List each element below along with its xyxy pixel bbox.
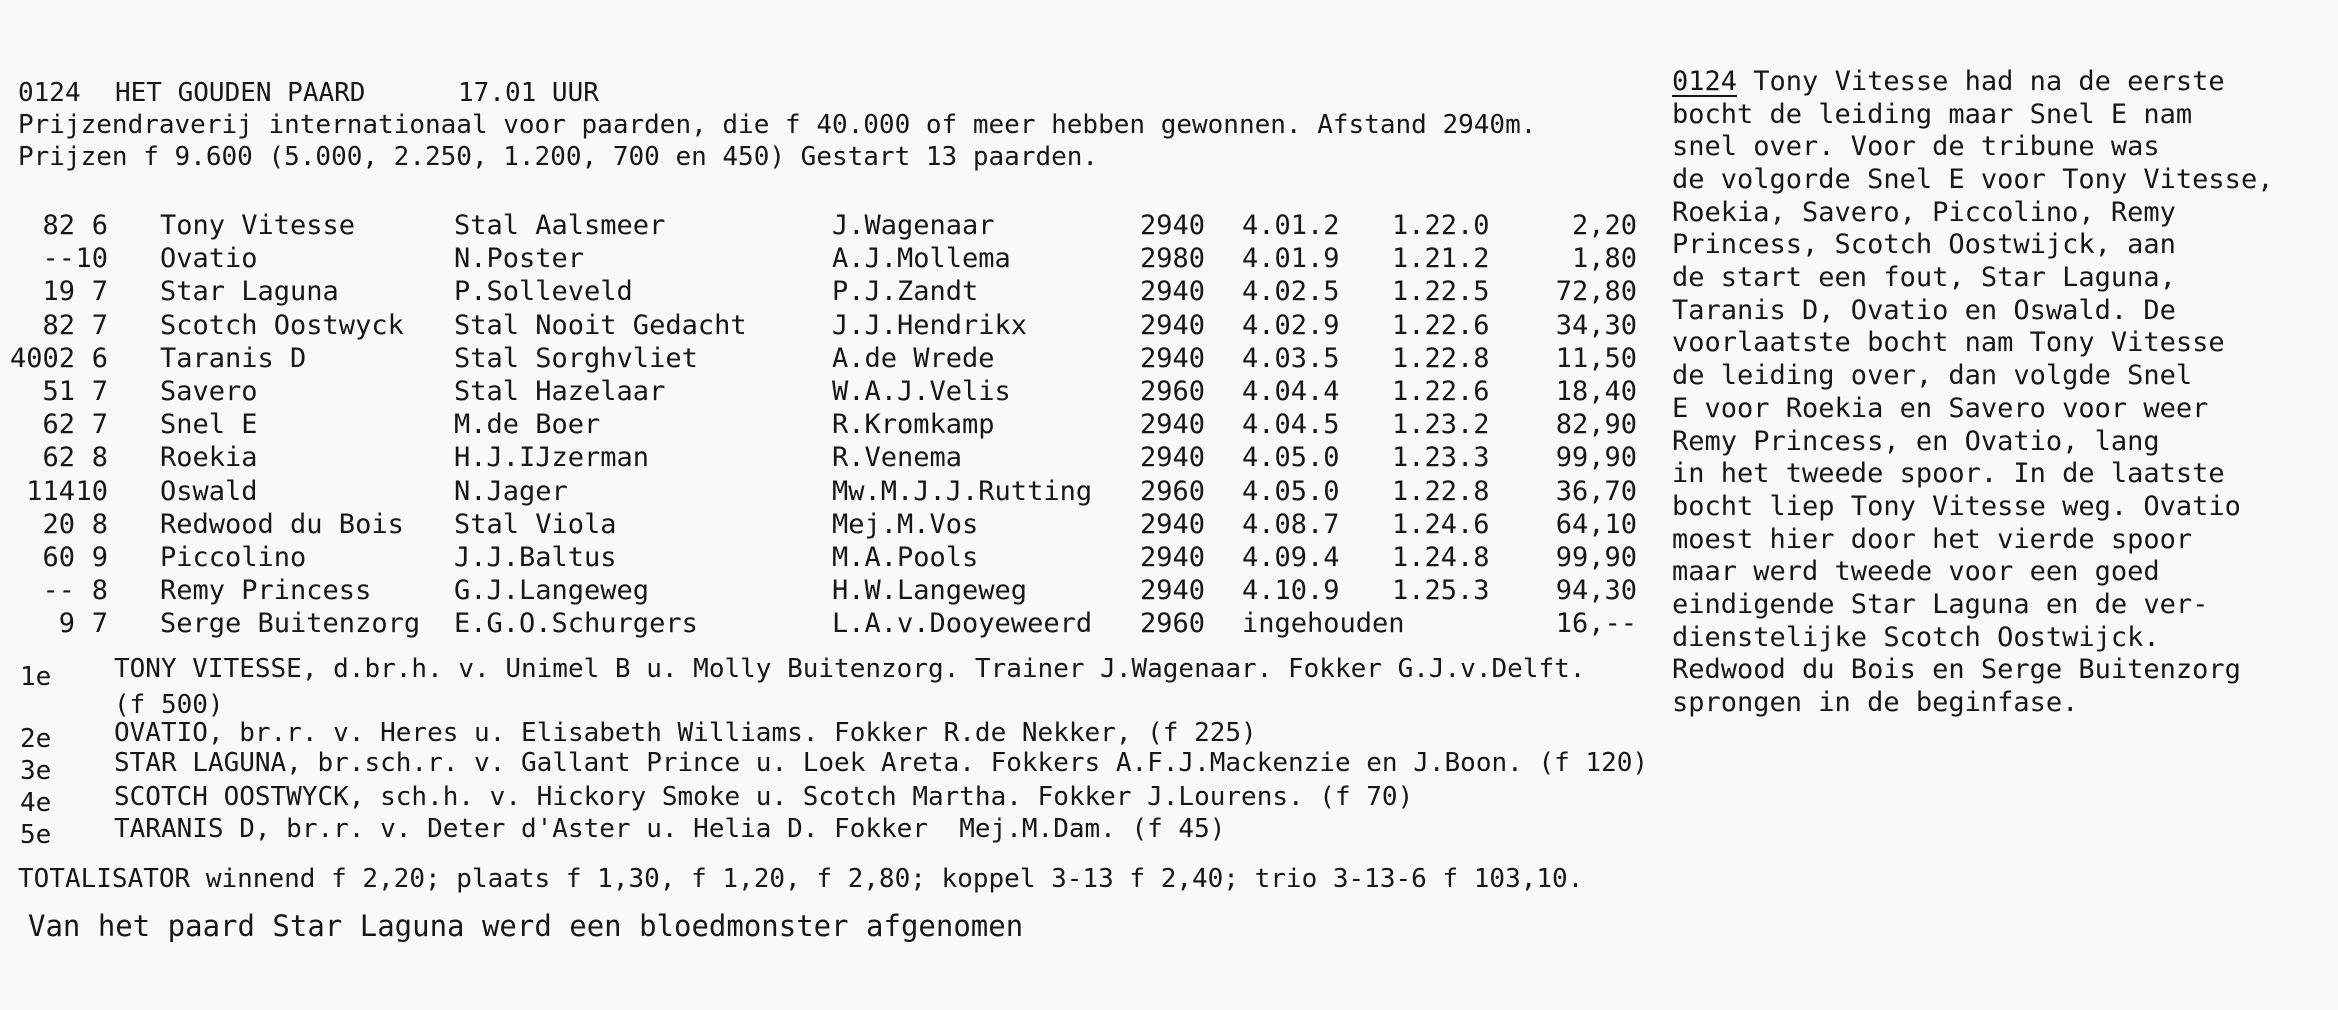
report-line: bocht de leiding maar Snel E nam <box>1672 99 2193 130</box>
km-time: 1.22.5 <box>1392 276 1490 307</box>
race-prizes: Prijzen f 9.600 (5.000, 2.250, 1.200, 700 en 450) Gestart 13 paarden. <box>18 142 1099 172</box>
horse-name: Remy Princess <box>160 575 372 606</box>
driver: H.W.Langeweg <box>832 575 1028 606</box>
race-conditions: Prijzendraverij internationaal voor paarden, die f 40.000 of meer hebben gewonnen. Afstand 2940m. <box>18 110 1537 140</box>
prior-code: 82 <box>42 210 75 241</box>
report-line: Redwood du Bois en Serge Buitenzorg <box>1672 654 2241 685</box>
horse-name: Piccolino <box>160 542 307 573</box>
km-time: 1.22.6 <box>1392 310 1490 341</box>
totalisator: TOTALISATOR winnend f 2,20; plaats f 1,30, f 1,20, f 2,80; koppel 3-13 f 2,40; trio 3-13-6 f 103,10. <box>18 864 1584 894</box>
horse-name: Savero <box>160 376 258 407</box>
driver: Mej.M.Vos <box>832 509 979 540</box>
placing-text: SCOTCH OOSTWYCK, sch.h. v. Hickory Smoke u. Scotch Martha. Fokker J.Lourens. (f 70) <box>114 782 1414 812</box>
report-line: moest hier door het vierde spoor <box>1672 524 2193 555</box>
horse-name: Oswald <box>160 476 258 507</box>
distance: 2940 <box>1140 343 1206 374</box>
start-number: 6 <box>91 210 108 241</box>
owner: Stal Nooit Gedacht <box>454 310 747 341</box>
horse-name: Redwood du Bois <box>160 509 404 540</box>
owner: E.G.O.Schurgers <box>454 608 698 639</box>
finish-time: 4.05.0 <box>1242 442 1340 473</box>
prior-code: 9 <box>58 608 75 639</box>
driver: P.J.Zandt <box>832 276 979 307</box>
odds: 99,90 <box>1555 542 1637 573</box>
placing-number: 1e <box>20 662 52 692</box>
km-time: 1.22.0 <box>1392 210 1490 241</box>
odds: 36,70 <box>1555 476 1637 507</box>
report-line: maar werd tweede voor een goed <box>1672 556 2160 587</box>
start-number: 7 <box>91 608 108 639</box>
placing-text: OVATIO, br.r. v. Heres u. Elisabeth Williams. Fokker R.de Nekker, (f 225) <box>114 718 1257 748</box>
finish-time: 4.08.7 <box>1242 509 1340 540</box>
placing-number: 3e <box>20 756 52 786</box>
finish-time: 4.01.2 <box>1242 210 1340 241</box>
owner: H.J.IJzerman <box>454 442 650 473</box>
km-time: 1.22.8 <box>1392 476 1490 507</box>
report-line: de leiding over, dan volgde Snel <box>1672 360 2193 391</box>
owner: Stal Aalsmeer <box>454 210 666 241</box>
start-number: 7 <box>91 310 108 341</box>
horse-name: Roekia <box>160 442 258 473</box>
km-time: 1.24.6 <box>1392 509 1490 540</box>
report-line: eindigende Star Laguna en de ver- <box>1672 589 2209 620</box>
prior-code: -- <box>42 575 75 606</box>
owner: P.Solleveld <box>454 276 633 307</box>
owner: J.J.Baltus <box>454 542 617 573</box>
placing-text: TARANIS D, br.r. v. Deter d'Aster u. Helia D. Fokker Mej.M.Dam. (f 45) <box>114 814 1226 844</box>
distance: 2940 <box>1140 442 1206 473</box>
start-number: 8 <box>91 509 108 540</box>
driver: R.Kromkamp <box>832 409 995 440</box>
blood-sample-note: Van het paard Star Laguna werd een bloedmonster afgenomen <box>28 909 1024 943</box>
odds: 99,90 <box>1555 442 1637 473</box>
start-number: 7 <box>91 276 108 307</box>
finish-time: 4.04.4 <box>1242 376 1340 407</box>
km-time: 1.23.3 <box>1392 442 1490 473</box>
placing-text: STAR LAGUNA, br.sch.r. v. Gallant Prince u. Loek Areta. Fokkers A.F.J.Mackenzie en J.Boon. (f 120) <box>114 748 1649 778</box>
odds: 94,30 <box>1555 575 1637 606</box>
distance: 2940 <box>1140 310 1206 341</box>
finish-time: 4.02.9 <box>1242 310 1340 341</box>
driver: J.J.Hendrikx <box>832 310 1028 341</box>
owner: Stal Hazelaar <box>454 376 666 407</box>
report-race-number: 0124 <box>1672 66 1738 97</box>
driver: A.de Wrede <box>832 343 995 374</box>
distance: 2940 <box>1140 542 1206 573</box>
prior-code: 20 <box>42 509 75 540</box>
prior-code: 60 <box>42 542 75 573</box>
km-time: 1.25.3 <box>1392 575 1490 606</box>
start-number: 8 <box>91 575 108 606</box>
distance: 2980 <box>1140 243 1206 274</box>
horse-name: Taranis D <box>160 343 307 374</box>
report-line: Remy Princess, en Ovatio, lang <box>1672 426 2160 457</box>
finish-time: 4.09.4 <box>1242 542 1340 573</box>
report-line: Tony Vitesse had na de eerste <box>1737 66 2225 97</box>
report-line: voorlaatste bocht nam Tony Vitesse <box>1672 327 2225 358</box>
driver: L.A.v.Dooyeweerd <box>832 608 1093 639</box>
odds: 34,30 <box>1555 310 1637 341</box>
driver: W.A.J.Velis <box>832 376 1011 407</box>
start-number: 7 <box>91 376 108 407</box>
start-number: 6 <box>91 343 108 374</box>
owner: M.de Boer <box>454 409 601 440</box>
report-line: sprongen in de beginfase. <box>1672 687 2079 718</box>
driver: M.A.Pools <box>832 542 979 573</box>
horse-name: Ovatio <box>160 243 258 274</box>
driver: A.J.Mollema <box>832 243 1011 274</box>
placing-number: 4e <box>20 788 52 818</box>
race-number: 0124 <box>18 78 81 108</box>
owner: Stal Viola <box>454 509 617 540</box>
horse-name: Scotch Oostwyck <box>160 310 404 341</box>
distance: 2940 <box>1140 509 1206 540</box>
distance: 2940 <box>1140 575 1206 606</box>
horse-name: Star Laguna <box>160 276 339 307</box>
horse-name: Serge Buitenzorg <box>160 608 421 639</box>
odds: 2,20 <box>1571 210 1637 241</box>
placing-prize: (f 500) <box>114 690 224 720</box>
odds: 82,90 <box>1555 409 1637 440</box>
start-number: 9 <box>91 542 108 573</box>
distance: 2960 <box>1140 476 1206 507</box>
race-name: HET GOUDEN PAARD <box>115 78 366 108</box>
report-line: in het tweede spoor. In de laatste <box>1672 458 2225 489</box>
km-time: 1.21.2 <box>1392 243 1490 274</box>
finish-time: 4.10.9 <box>1242 575 1340 606</box>
driver: Mw.M.J.J.Rutting <box>832 476 1093 507</box>
prior-code: 114 <box>26 476 75 507</box>
driver: J.Wagenaar <box>832 210 995 241</box>
horse-name: Snel E <box>160 409 258 440</box>
placing-number: 2e <box>20 724 52 754</box>
odds: 11,50 <box>1555 343 1637 374</box>
report-line: E voor Roekia en Savero voor weer <box>1672 393 2209 424</box>
km-time: 1.22.6 <box>1392 376 1490 407</box>
prior-code: -- <box>42 243 75 274</box>
distance: 2940 <box>1140 409 1206 440</box>
odds: 1,80 <box>1571 243 1637 274</box>
distance: 2960 <box>1140 608 1206 639</box>
odds: 16,-- <box>1555 608 1637 639</box>
report-line: Taranis D, Ovatio en Oswald. De <box>1672 295 2176 326</box>
placing-number: 5e <box>20 820 52 850</box>
km-time: 1.22.8 <box>1392 343 1490 374</box>
placing-text: TONY VITESSE, d.br.h. v. Unimel B u. Molly Buitenzorg. Trainer J.Wagenaar. Fokker G.J.v.Delft. <box>114 654 1586 684</box>
finish-time: 4.02.5 <box>1242 276 1340 307</box>
report-line: dienstelijke Scotch Oostwijck. <box>1672 622 2160 653</box>
report-line: de start een fout, Star Laguna, <box>1672 262 2176 293</box>
report-line: Roekia, Savero, Piccolino, Remy <box>1672 197 2176 228</box>
odds: 64,10 <box>1555 509 1637 540</box>
start-number: 8 <box>91 442 108 473</box>
start-number: 10 <box>75 476 108 507</box>
report-line: snel over. Voor de tribune was <box>1672 131 2160 162</box>
owner: N.Poster <box>454 243 585 274</box>
report-line: bocht liep Tony Vitesse weg. Ovatio <box>1672 491 2241 522</box>
report-first-line <box>1672 68 2225 95</box>
distance: 2940 <box>1140 276 1206 307</box>
finish-time: 4.04.5 <box>1242 409 1340 440</box>
driver: R.Venema <box>832 442 963 473</box>
horse-name: Tony Vitesse <box>160 210 356 241</box>
prior-code: 19 <box>42 276 75 307</box>
odds: 72,80 <box>1555 276 1637 307</box>
prior-code: 51 <box>42 376 75 407</box>
owner: Stal Sorghvliet <box>454 343 698 374</box>
km-time: 1.23.2 <box>1392 409 1490 440</box>
prior-code: 62 <box>42 409 75 440</box>
owner: N.Jager <box>454 476 568 507</box>
report-line: de volgorde Snel E voor Tony Vitesse, <box>1672 164 2274 195</box>
report-line: Princess, Scotch Oostwijck, aan <box>1672 229 2176 260</box>
distance: 2960 <box>1140 376 1206 407</box>
distance: 2940 <box>1140 210 1206 241</box>
finish-time: 4.05.0 <box>1242 476 1340 507</box>
km-time: 1.24.8 <box>1392 542 1490 573</box>
start-number: 7 <box>91 409 108 440</box>
odds: 18,40 <box>1555 376 1637 407</box>
finish-time: 4.01.9 <box>1242 243 1340 274</box>
finish-time: 4.03.5 <box>1242 343 1340 374</box>
finish-time: ingehouden <box>1242 608 1405 639</box>
prior-code: 82 <box>42 310 75 341</box>
race-time: 17.01 UUR <box>458 78 599 108</box>
start-number: 10 <box>75 243 108 274</box>
prior-code: 62 <box>42 442 75 473</box>
prior-code: 4002 <box>9 343 75 374</box>
owner: G.J.Langeweg <box>454 575 650 606</box>
